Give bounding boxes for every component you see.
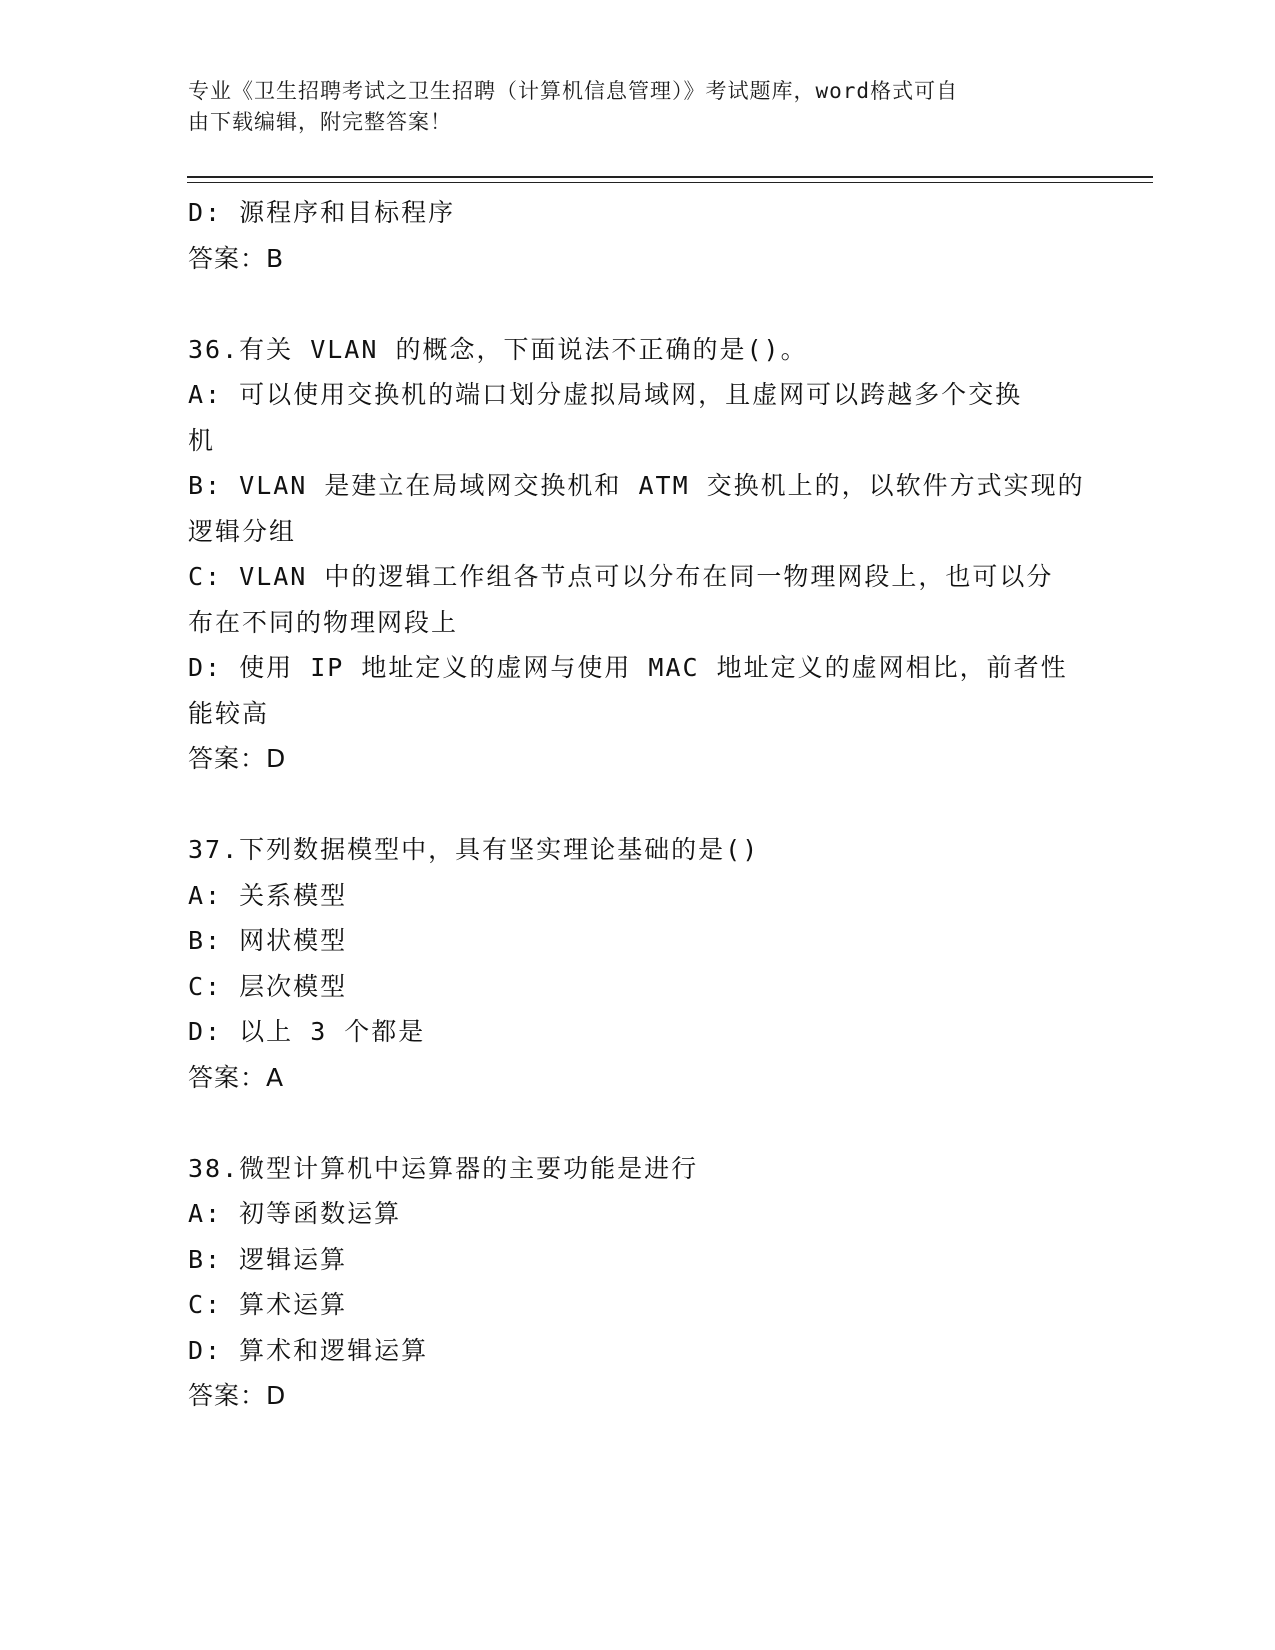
- q38-option-b: B: 逻辑运算: [188, 1244, 348, 1274]
- header-line-2: 由下载编辑，附完整答案！: [188, 110, 452, 134]
- q37-option-c: C: 层次模型: [188, 971, 348, 1001]
- q38-option-c: C: 算术运算: [188, 1290, 348, 1319]
- q36-option-a-line-2: 机: [188, 425, 216, 455]
- q36-option-d-line-2: 能较高: [188, 698, 270, 728]
- q36-option-c-line-1: C: VLAN 中的逻辑工作组各节点可以分布在同一物理网段上，也可以分: [188, 562, 1054, 591]
- document-header: [188, 76, 1088, 138]
- header-divider-thick: [187, 176, 1153, 178]
- q37-option-d: D: 以上 3 个都是: [188, 1017, 426, 1046]
- spacer: [188, 281, 1088, 327]
- q37-option-b: B: 网状模型: [188, 926, 348, 955]
- question-content: [188, 190, 1088, 1419]
- q36-question: 36.有关 VLAN 的概念，下面说法不正确的是()。: [188, 334, 808, 364]
- spacer: [188, 1100, 1088, 1146]
- q36-option-b-line-2: 逻辑分组: [188, 516, 297, 546]
- spacer: [188, 782, 1088, 828]
- prev-answer: 答案：B: [188, 243, 285, 273]
- q37-answer: 答案：A: [188, 1062, 285, 1092]
- q36-option-a-line-1: A: 可以使用交换机的端口划分虚拟局域网，且虚网可以跨越多个交换: [188, 380, 1023, 409]
- q37-question: 37.下列数据模型中，具有坚实理论基础的是(): [188, 835, 760, 864]
- q38-option-d: D: 算术和逻辑运算: [188, 1335, 429, 1365]
- q38-question: 38.微型计算机中运算器的主要功能是进行: [188, 1153, 699, 1183]
- q37-option-a: A: 关系模型: [188, 880, 348, 910]
- header-divider-thin: [187, 182, 1153, 183]
- q36-option-d-line-1: D: 使用 IP 地址定义的虚网与使用 MAC 地址定义的虚网相比，前者性: [188, 653, 1068, 682]
- q36-option-c-line-2: 布在不同的物理网段上: [188, 607, 459, 637]
- q36-answer: 答案：D: [188, 744, 287, 773]
- header-line-1: 专业《卫生招聘考试之卫生招聘（计算机信息管理）》考试题库，word格式可自: [188, 79, 959, 103]
- q38-answer: 答案：D: [188, 1381, 287, 1410]
- q36-option-b-line-1: B: VLAN 是建立在局域网交换机和 ATM 交换机上的，以软件方式实现的: [188, 471, 1085, 500]
- prev-option-d: D: 源程序和目标程序: [188, 198, 456, 227]
- q38-option-a: A: 初等函数运算: [188, 1199, 402, 1228]
